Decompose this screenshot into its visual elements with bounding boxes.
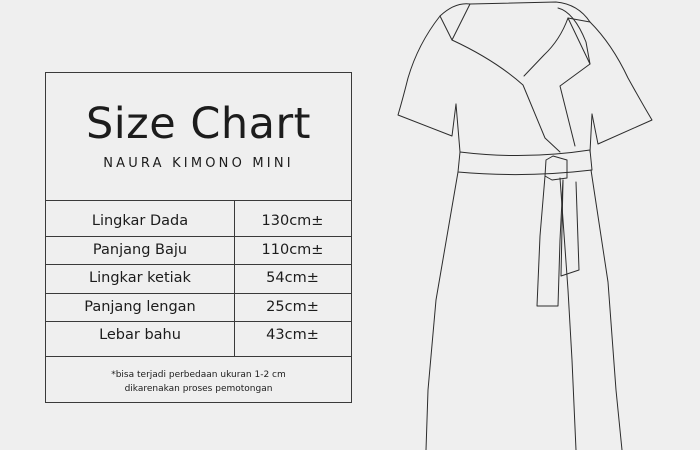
row-value: 110cm± xyxy=(261,242,324,258)
table-row xyxy=(46,264,351,292)
note-line: dikarenakan proses pemotongan xyxy=(124,384,273,394)
row-label: Panjang Baju xyxy=(92,242,188,258)
row-label: Lingkar ketiak xyxy=(89,270,191,286)
size-note xyxy=(46,368,351,396)
table-row xyxy=(46,207,351,235)
row-value: 54cm± xyxy=(266,270,319,286)
table-row xyxy=(46,236,351,264)
table-row xyxy=(46,321,351,349)
row-value: 25cm± xyxy=(266,299,319,315)
row-value: 130cm± xyxy=(261,213,324,229)
note-line: *bisa terjadi perbedaan ukuran 1-2 cm xyxy=(111,370,286,380)
row-label: Lingkar Dada xyxy=(91,213,189,229)
row-label: Lebar bahu xyxy=(99,327,181,343)
divider xyxy=(46,200,351,201)
row-label: Panjang lengan xyxy=(84,299,196,315)
product-name: NAURA KIMONO MINI xyxy=(103,156,294,171)
row-value: 43cm± xyxy=(266,327,319,343)
table-row xyxy=(46,293,351,321)
page-title: Size Chart xyxy=(85,99,312,149)
divider xyxy=(46,356,351,357)
kimono-dress-icon xyxy=(393,0,663,450)
